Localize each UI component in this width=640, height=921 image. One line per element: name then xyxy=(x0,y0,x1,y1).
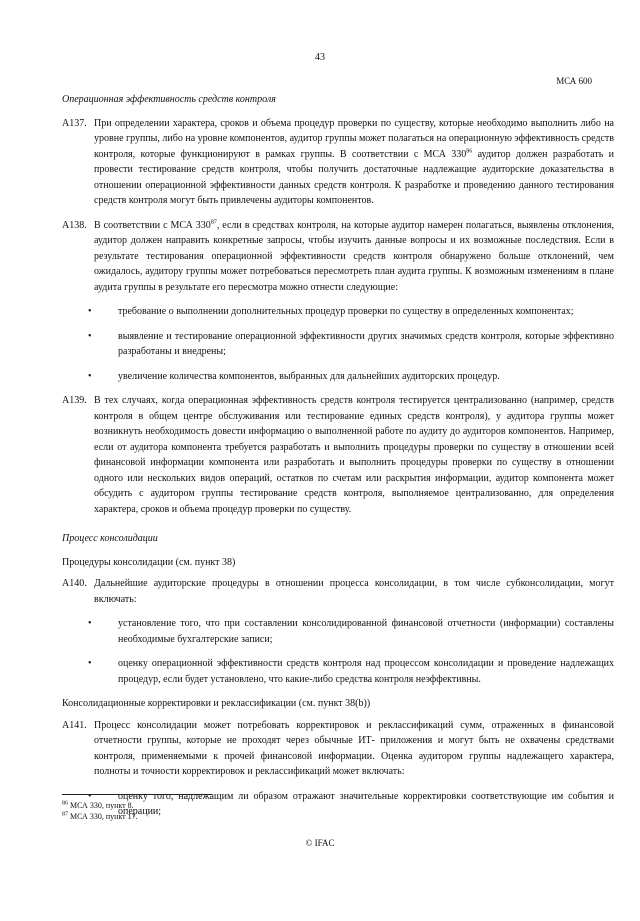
bullet-icon: • xyxy=(88,330,92,342)
paragraph-number: A137. xyxy=(62,117,87,129)
footnote-text: МСА 330, пункт 17. xyxy=(68,812,138,821)
list-item-text: увеличение количества компонентов, выбранных для дальнейших аудиторских процедур. xyxy=(118,370,500,382)
bullet-icon: • xyxy=(88,618,92,629)
footnotes xyxy=(62,800,138,822)
subheading-consolidation-procedures: Процедуры консолидации (см. пункт 38) xyxy=(62,556,236,568)
bullet-icon: • xyxy=(88,306,92,317)
footnote xyxy=(62,800,138,811)
document-body xyxy=(62,92,614,829)
subheading-consolidation-adjustments: Консолидационные корректировки и реклассификации (см. пункт 38(b)) xyxy=(62,698,371,709)
paragraph-a137 xyxy=(62,116,614,209)
bullet-icon: • xyxy=(88,370,92,382)
bullet-list-a140 xyxy=(62,616,614,687)
list-item xyxy=(62,369,614,385)
footnote-divider xyxy=(62,794,212,795)
list-item-text: установление того, что при составлении консолидированной финансовой отчетности (информации) составлены необходимые бухгалтерские записи; xyxy=(118,618,614,645)
list-item xyxy=(62,304,614,320)
footnote-ref: 87 xyxy=(210,219,217,226)
paragraph-text: В тех случаях, когда операционная эффективность средств контроля тестируется централизованно (например, средств контроля в общем центре обслуживания или тестирование единых средств контроля), у аудитора группы может возникнуть необходимость довести информацию о выполненной работе по аудиту до аудиторов компонентов. Например, если от аудитора компонента требуется разработать и выполнить процедуры проверки по существу в отношении всей финансовой информации компонента или разработать и выполнить процедуры проверки по существу в отношении одного или нескольких видов операций, остатков по счетам или раскрытия информации, аудитор компонента может обсудить с аудитором группы тестирование средств контроля, выполняемое централизованно, для определения характера, сроков и объема процедур проверки по существу. xyxy=(94,395,614,515)
copyright-footer: © IFAC xyxy=(305,838,335,848)
list-item xyxy=(62,616,614,647)
footnote-ref: 86 xyxy=(466,148,473,155)
paragraph-a138 xyxy=(62,218,614,296)
footnote xyxy=(62,811,138,822)
bullet-icon: • xyxy=(88,790,92,802)
section-heading-consolidation: Процесс консолидации xyxy=(62,533,158,544)
bullet-icon: • xyxy=(88,658,92,669)
list-item-text: оценку операционной эффективности средств контроля над процессом консолидации и проведение надлежащих процедур, если будет установлено, что какие-либо средства контроля неэффективны. xyxy=(118,658,614,685)
footnote-mark: 87 xyxy=(62,811,68,818)
list-item-text: оценку того, надлежащим ли образом отражают значительные корректировки соответствующие им события и операции; xyxy=(118,790,614,817)
paragraph-text: Процесс консолидации может потребовать корректировок и реклассификаций сумм, отраженных в финансовой отчетности группы, которые не проходят через обычные ИТ- приложения и могут быть не охвачены средствами контроля, применяемыми к прочей финансовой информации. Оценка аудитором группы надлежащего характера, полноты и точности корректировок и реклассификаций может включать: xyxy=(94,719,614,777)
list-item xyxy=(62,656,614,687)
paragraph-text: В соответствии с МСА 330 xyxy=(94,219,211,231)
paragraph-text: Дальнейшие аудиторские процедуры в отношении процесса консолидации, в том числе субконсолидации, могут включать: xyxy=(94,578,614,605)
list-item-text: выявление и тестирование операционной эффективности других значимых средств контроля, которые эффективно разработаны и внедрены; xyxy=(118,330,614,357)
list-item xyxy=(62,329,614,360)
paragraph-a139 xyxy=(62,393,614,517)
section-heading-operational-effectiveness: Операционная эффективность средств контроля xyxy=(62,94,276,105)
paragraph-number: A139. xyxy=(62,395,87,406)
footnote-text: МСА 330, пункт 8. xyxy=(68,801,134,810)
paragraph-number: A141. xyxy=(62,719,87,731)
list-item-text: требование о выполнении дополнительных процедур проверки по существу в определенных компонентах; xyxy=(118,306,574,317)
paragraph-number: A138. xyxy=(62,219,87,231)
page-number: 43 xyxy=(315,52,325,63)
footnote-mark: 86 xyxy=(62,800,68,807)
paragraph-number: A140. xyxy=(62,578,87,589)
document-code: МСА 600 xyxy=(556,76,592,86)
paragraph-text: аудитор должен разработать и провести тестирование средств контроля, чтобы получить достаточные надлежащие аудиторские доказательства в отношении операционной эффективности данных средств контроля. К разработке и проведению данного тестирования средств контроля могут быть привлечены аудиторы компонентов. xyxy=(94,148,614,206)
bullet-list-a138 xyxy=(62,304,614,384)
paragraph-a140 xyxy=(62,576,614,607)
paragraph-text: , если в средствах контроля, на которые аудитор намерен полагаться, выявлены отклонения, аудитор должен направить конкретные запросы, чтобы изучить данные вопросы и их возможные последствия. Если в результате тестирования операционной эффективности средств контроля обнаружено больше отклонений, чем ожидалось, аудитору группы может потребоваться пересмотреть план аудита группы. К возможным изменениям в плане аудита группы в результате его пересмотра можно отнести следующие: xyxy=(94,219,614,293)
paragraph-text: При определении характера, сроков и объема процедур проверки по существу, которые необходимо выполнить либо на уровне группы, либо на уровне компонентов, аудитор группы может полагаться на операционную эффективность средств контроля, которые функционируют в рамках группы. В соответствии с МСА 330 xyxy=(94,117,614,160)
paragraph-a141 xyxy=(62,718,614,780)
